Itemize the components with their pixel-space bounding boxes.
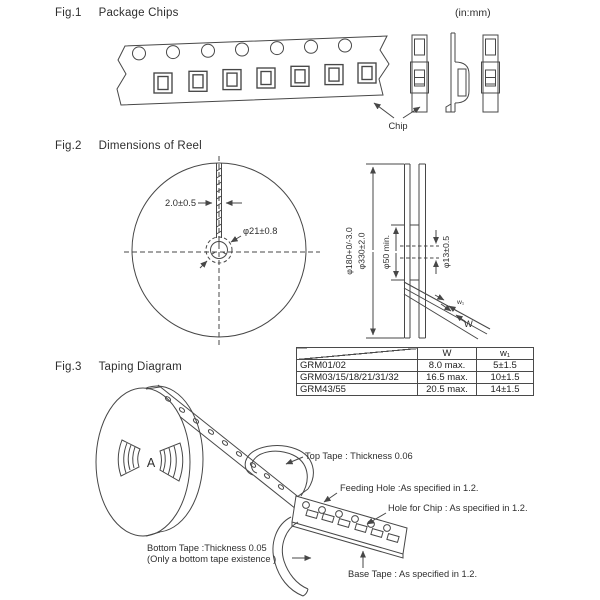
w1-value-cell: 14±1.5 [477, 384, 534, 396]
header-w-cell: W [418, 348, 477, 360]
fig1-number: Fig.1 [55, 7, 82, 19]
tape-width-w-label: W [464, 319, 473, 329]
fig2-reel-drawing [124, 156, 490, 348]
tape-width-w1-label: w₁ [457, 299, 465, 306]
w1-value-cell: 10±1.5 [477, 372, 534, 384]
tape-section-views [411, 33, 500, 112]
table-row [297, 372, 534, 384]
fig2-heading [55, 140, 202, 152]
series-cell: GRM03/15/18/21/31/32 [297, 372, 418, 384]
table-header-row [297, 348, 534, 360]
reel-diameter-180-label: φ180+0/-3.0 [344, 227, 354, 275]
tape-width-table [296, 347, 534, 396]
w-value-cell: 8.0 max. [418, 360, 477, 372]
series-cell: GRM01/02 [297, 360, 418, 372]
fig3-heading [55, 361, 182, 373]
sprocket-holes [133, 39, 352, 60]
feeding-hole-label: Feeding Hole :As specified in 1.2. [340, 483, 479, 493]
carrier-tape-strip [117, 36, 389, 105]
chip-pockets [154, 63, 376, 93]
chip-label: Chip [388, 121, 408, 131]
base-tape-label: Base Tape : As specified in 1.2. [348, 569, 478, 579]
fig1-title: Package Chips [98, 7, 179, 19]
hub-min-diameter-label: φ50 min. [381, 234, 391, 270]
top-tape-curl [245, 446, 313, 497]
slot-width-dimension [165, 198, 242, 208]
chip-callout [374, 103, 420, 131]
slot-width-label: 2.0±0.5 [165, 198, 196, 208]
bottom-tape-label-line1: Bottom Tape :Thickness 0.05 [147, 543, 267, 553]
fig1-heading [55, 7, 179, 19]
fig1-package-chips-drawing [117, 33, 500, 131]
series-cell: GRM43/55 [297, 384, 418, 396]
hub-diameter-label: φ21±0.8 [243, 226, 278, 236]
hole-for-chip-label: Hole for Chip : As specified in 1.2. [388, 503, 528, 513]
fig3-title: Taping Diagram [98, 361, 182, 373]
units-label: (in:mm) [455, 7, 491, 19]
top-tape-label: Top Tape : Thickness 0.06 [305, 451, 413, 461]
w-value-cell: 16.5 max. [418, 372, 477, 384]
fig3-number: Fig.3 [55, 361, 82, 373]
reel-marker-label: A [146, 456, 156, 470]
header-w1-cell: w₁ [477, 348, 534, 360]
fig2-title: Dimensions of Reel [98, 140, 202, 152]
w-value-cell: 20.5 max. [418, 384, 477, 396]
header-group-cell [297, 348, 418, 360]
w1-value-cell: 5±1.5 [477, 360, 534, 372]
table-row [297, 360, 534, 372]
hub-diameter-dimension [200, 226, 277, 268]
fig2-number: Fig.2 [55, 140, 82, 152]
reel-diameter-330-label: φ330±2.0 [356, 232, 367, 270]
center-hole-label: φ13±0.5 [441, 235, 451, 269]
bottom-tape-label-line2: (Only a bottom tape existence ) [147, 554, 277, 564]
fig3-taping-drawing [96, 385, 528, 596]
table-row [297, 384, 534, 396]
